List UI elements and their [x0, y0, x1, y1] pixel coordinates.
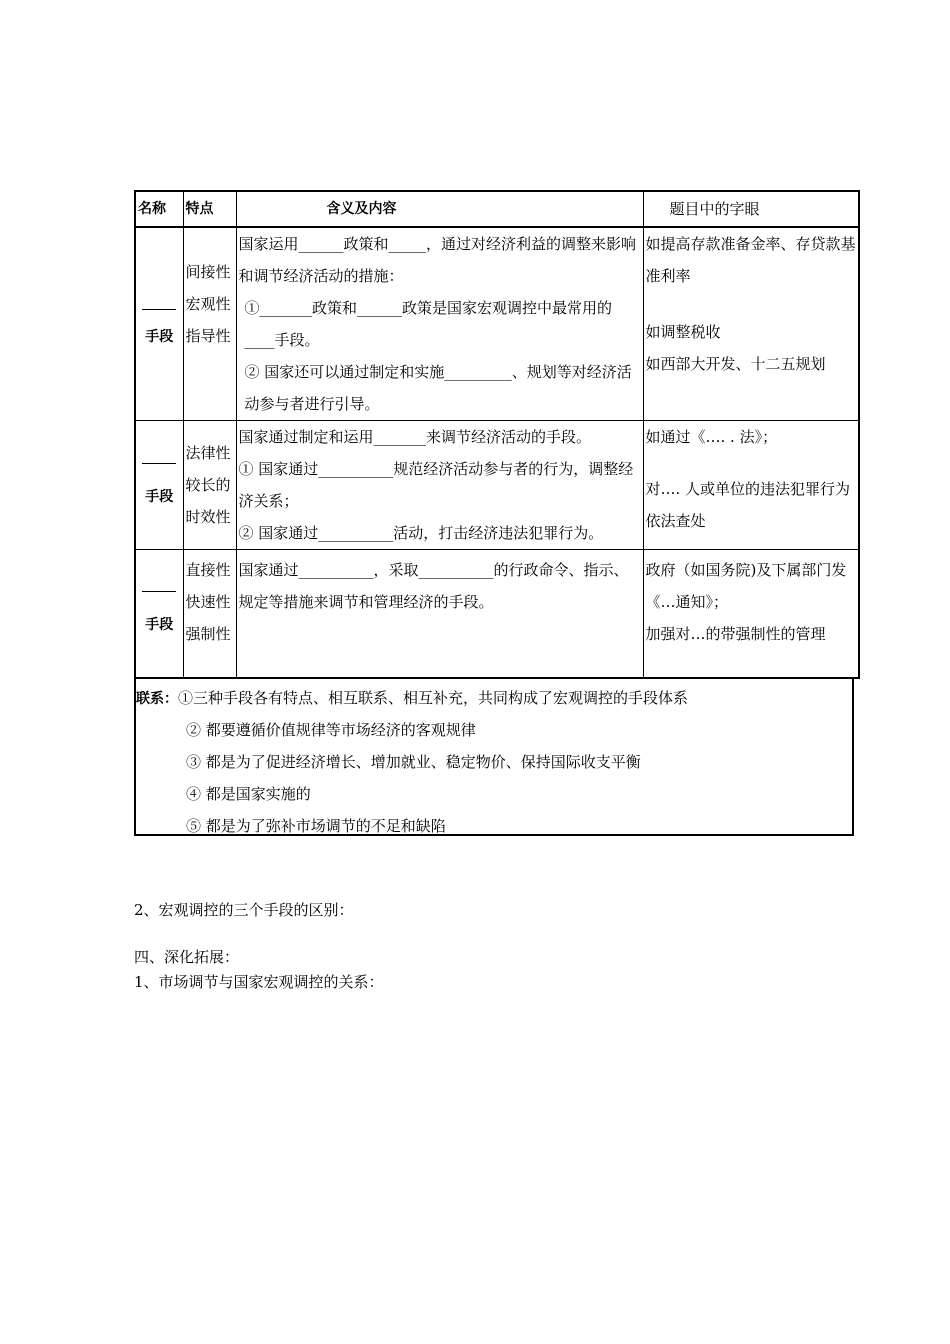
content-text: 国家通过__________，采取__________的行政命令、指示、规定等措施来调节和管理经济的手段。: [238, 561, 629, 611]
header-keywords: 题目中的字眼: [643, 191, 859, 227]
header-content: 含义及内容: [236, 191, 643, 227]
means-name-cell: [135, 421, 183, 550]
means-name-cell: [135, 550, 183, 678]
connection-line-1: [136, 688, 688, 709]
content-text: ② 国家还可以通过制定和实施_________、规划等对经济活动参与者进行引导。: [244, 363, 632, 413]
keyword-text: 对…. 人或单位的违法犯罪行为依法查处: [645, 480, 851, 530]
content-text: ① 国家通过__________规范经济活动参与者的行为，调整经济关系；: [238, 460, 634, 510]
keywords-cell: [643, 421, 859, 550]
keyword-text: 如通过《…. . 法》；: [645, 428, 778, 446]
content-cell: [236, 227, 643, 421]
table-row: [135, 227, 859, 421]
feature-text: 宏观性: [185, 295, 231, 313]
section-heading-relationship: 1、市场调节与国家宏观调控的关系：: [134, 973, 384, 991]
header-name: 名称: [135, 191, 183, 227]
feature-text: 指导性: [185, 327, 231, 345]
name-blank: [142, 295, 176, 310]
features-cell: [183, 227, 236, 421]
means-label: 手段: [145, 489, 174, 505]
keyword-text: 如西部大开发、十二五规划: [645, 355, 826, 373]
content-text: ①_______政策和______政策是国家宏观调控中最常用的____手段。: [244, 299, 613, 349]
table-header-row: [135, 191, 859, 227]
content-text: 国家通过制定和运用_______来调节经济活动的手段。: [238, 428, 592, 446]
section-heading-extension: 四、深化拓展：: [134, 948, 240, 966]
connection-line-3: ③ 都是为了促进经济增长、增加就业、稳定物价、保持国际收支平衡: [186, 753, 641, 771]
connection-text: ①三种手段各有特点、相互联系、相互补充，共同构成了宏观调控的手段体系: [178, 689, 689, 707]
means-label: 手段: [145, 329, 174, 345]
name-blank: [142, 585, 176, 592]
table-row: [135, 550, 859, 678]
means-label: 手段: [145, 617, 174, 634]
means-name-cell: [135, 227, 183, 421]
content-cell: [236, 550, 643, 678]
section-heading-differences: 2、宏观调控的三个手段的区别：: [134, 901, 354, 919]
table-row: [135, 421, 859, 550]
keyword-text: 政府（如国务院)及下属部门发《…通知》；: [645, 561, 847, 611]
content-cell: [236, 421, 643, 550]
feature-text: 时效性: [185, 508, 231, 526]
keyword-text: 如调整税收: [645, 323, 721, 341]
connection-box: [134, 678, 854, 836]
connection-label: 联系：: [136, 691, 178, 707]
features-cell: [183, 421, 236, 550]
name-blank: [142, 457, 176, 464]
header-features: 特点: [183, 191, 236, 227]
keywords-cell: [643, 550, 859, 678]
connection-line-2: ② 都要遵循价值规律等市场经济的客观规律: [186, 721, 476, 739]
features-cell: [183, 550, 236, 678]
macro-control-table: [134, 190, 860, 679]
feature-text: 强制性: [185, 625, 231, 643]
keywords-cell: [643, 227, 859, 421]
feature-text: 间接性: [185, 263, 231, 281]
content-text: ② 国家通过__________活动，打击经济违法犯罪行为。: [238, 524, 604, 542]
feature-text: 较长的: [185, 476, 231, 494]
feature-text: 法律性: [185, 444, 231, 462]
connection-line-5: ⑤ 都是为了弥补市场调节的不足和缺陷: [186, 817, 446, 835]
connection-line-4: ④ 都是国家实施的: [186, 785, 311, 803]
content-text: 国家运用______政策和_____，通过对经济利益的调整来影响和调节经济活动的措施：: [238, 235, 637, 285]
keyword-text: 加强对…的带强制性的管理: [645, 625, 826, 643]
feature-text: 快速性: [185, 593, 231, 611]
keyword-text: 如提高存款准备金率、存贷款基准利率: [645, 235, 856, 285]
feature-text: 直接性: [185, 561, 231, 579]
